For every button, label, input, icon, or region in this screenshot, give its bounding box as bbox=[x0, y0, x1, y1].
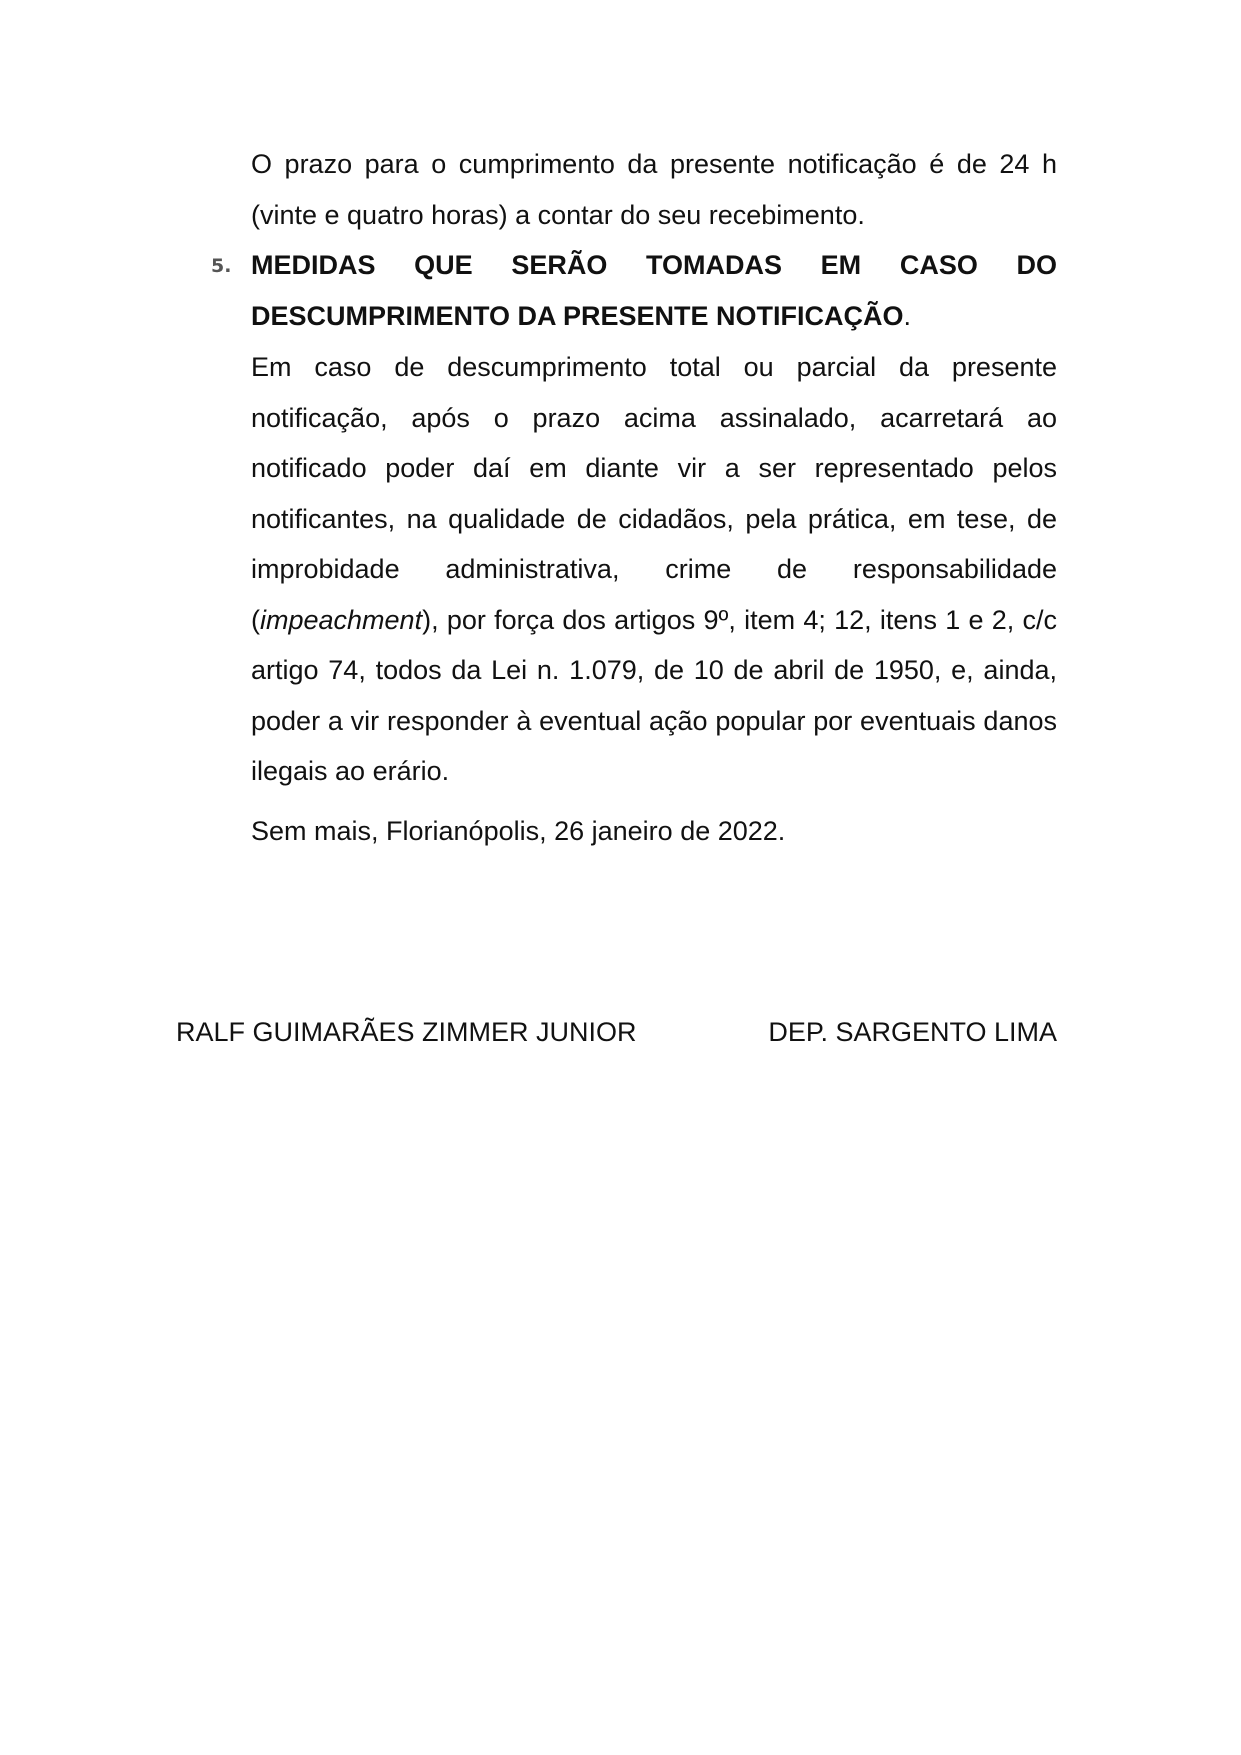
measures-paragraph bbox=[251, 342, 1057, 797]
closing-line: Sem mais, Florianópolis, 26 janeiro de 2022. bbox=[251, 816, 786, 846]
deadline-paragraph: O prazo para o cumprimento da presente notificação é de 24 h (vinte e quatro horas) a contar do seu recebimento. bbox=[251, 149, 1057, 230]
section-number: 5. bbox=[211, 255, 232, 277]
measures-italic-term: impeachment bbox=[260, 604, 423, 635]
section-heading-title: MEDIDAS QUE SERÃO TOMADAS EM CASO DO DESCUMPRIMENTO DA PRESENTE NOTIFICAÇÃO bbox=[251, 250, 1057, 331]
measures-text-part2: ), por força dos artigos 9º, item 4; 12, itens 1 e 2, c/c artigo 74, todos da Lei n. 1.079, de 10 de abril de 1950, e, ainda, poder a vir responder à eventual ação popular por eventuais danos ilegais ao erário. bbox=[251, 604, 1057, 786]
section-heading bbox=[251, 240, 1057, 341]
signature-right: DEP. SARGENTO LIMA bbox=[768, 1017, 1057, 1047]
measures-text-part1: Em caso de descumprimento total ou parcial da presente notificação, após o prazo acima assinalado, acarretará ao notificado poder daí em diante vir a ser representado pelos notificantes, na qualidade de cidadãos, pela prática, em tese, de improbidade administrativa, crime de responsabilidade ( bbox=[251, 352, 1057, 635]
section-heading-period: . bbox=[903, 300, 912, 331]
signature-left: RALF GUIMARÃES ZIMMER JUNIOR bbox=[176, 1017, 637, 1047]
